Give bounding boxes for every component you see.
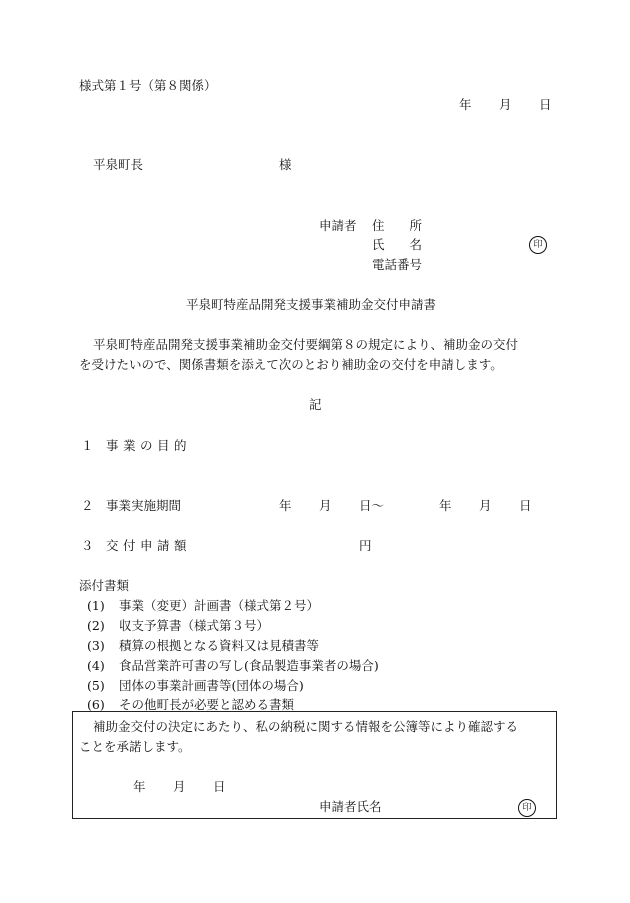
period-start-year: 年 [279,498,292,513]
attachment-2-text: 収支予算書（様式第３号） [119,618,270,633]
item-1-label: 事業の目的 [106,438,192,453]
header-date-year: 年 [459,97,472,112]
attachment-5-text: 団体の事業計画書等(団体の場合) [119,678,304,693]
attachment-6-text: その他町長が必要と認める書類 [119,697,295,712]
attachment-4-number: (4) [87,658,105,673]
period-end-year: 年 [439,498,452,513]
addressee-name: 平泉町長 [93,157,144,172]
form-number: 様式第１号（第８関係） [79,78,217,93]
attachment-4-text: 食品営業許可書の写し(食品製造事業者の場合) [119,658,379,673]
period-start-month: 月 [319,498,332,513]
period-end-month: 月 [479,498,492,513]
item-3-label: 交付申請額 [106,538,192,553]
applicant-role: 申請者 [319,218,357,233]
period-end-day: 日 [519,498,532,513]
body-line-1: 平泉町特産品開発支援事業補助金交付要綱第８の規定により、補助金の交付 [93,337,519,352]
attachment-3-number: (3) [87,638,105,653]
consent-date-year: 年 [133,779,146,794]
consent-date-day: 日 [213,779,226,794]
body-line-2: を受けたいので、関係書類を添えて次のとおり補助金の交付を申請します。 [79,357,503,372]
attachment-3-text: 積算の根拠となる資料又は見積書等 [119,638,320,653]
consent-seal-icon: 印 [518,799,536,817]
attachments-heading: 添付書類 [79,578,130,593]
item-3-number: ３ [81,538,94,553]
consent-date-month: 月 [173,779,186,794]
attachment-5-number: (5) [87,678,105,693]
seal-icon: 印 [529,236,547,254]
consent-line-1: 補助金交付の決定にあたり、私の納税に関する情報を公簿等により確認する [93,719,519,734]
attachment-1-text: 事業（変更）計画書（様式第２号） [119,598,320,613]
document-title: 平泉町特産品開発支援事業補助金交付申請書 [186,297,437,312]
consent-line-2: ことを承諾します。 [79,739,191,754]
attachment-6-number: (6) [87,697,105,712]
ki-heading: 記 [309,397,322,412]
amount-unit: 円 [359,538,372,553]
applicant-phone-label: 電話番号 [372,257,423,272]
attachment-1-number: (1) [87,598,105,613]
item-2-number: ２ [81,498,94,513]
item-2-label: 事業実施期間 [106,498,182,513]
item-1-number: １ [81,438,94,453]
applicant-address-label: 住 所 [372,218,423,233]
consent-signer-label: 申請者氏名 [319,799,382,814]
header-date-day: 日 [539,97,552,112]
attachment-2-number: (2) [87,618,105,633]
header-date-month: 月 [499,97,512,112]
period-start-day: 日〜 [359,498,385,513]
applicant-name-label: 氏 名 [372,237,423,252]
addressee-honorific: 様 [279,157,292,172]
